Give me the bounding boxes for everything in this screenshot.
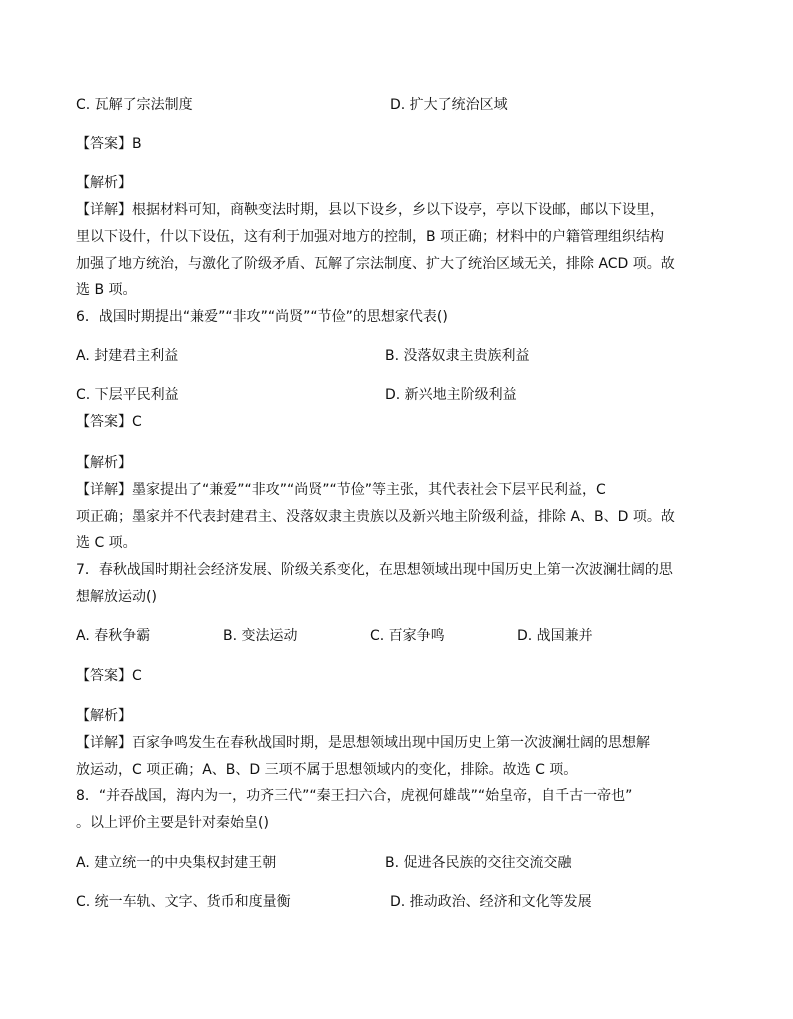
q7-analysis-line-2: 放运动，C 项正确；A、B、D 三项不属于思想领域内的变化，排除。故选 C 项。	[76, 762, 578, 778]
q6-option-c: C. 下层平民利益	[76, 387, 179, 403]
q6-analysis-line-3: 选 C 项。	[76, 535, 137, 551]
q6-analysis-line-2: 项正确；墨家并不代表封建君主、没落奴隶主贵族以及新兴地主阶级利益，排除 A、B、D 项。故	[76, 509, 675, 525]
q7-option-d: D. 战国兼并	[517, 628, 593, 644]
q6-option-d: D. 新兴地主阶级利益	[385, 387, 517, 403]
q8-option-d: D. 推动政治、经济和文化等发展	[390, 894, 592, 910]
q8-stem-line-2: 。以上评价主要是针对秦始皇()	[76, 815, 269, 831]
q5-option-d: D. 扩大了统治区域	[390, 97, 508, 113]
q6-option-a: A. 封建君主利益	[76, 348, 179, 364]
q5-option-c: C. 瓦解了宗法制度	[76, 97, 193, 113]
q7-analysis-line-1: 【详解】百家争鸣发生在春秋战国时期，是思想领域出现中国历史上第一次波澜壮阔的思想解	[76, 735, 650, 751]
q7-answer: 【答案】C	[76, 668, 142, 684]
q5-answer: 【答案】B	[76, 136, 142, 152]
q8-option-b: B. 促进各民族的交往交流交融	[385, 855, 572, 871]
q7-analysis-label: 【解析】	[76, 708, 132, 724]
q6-stem: 6．战国时期提出“兼爱”“非攻”“尚贤”“节俭”的思想家代表()	[76, 309, 448, 325]
q5-analysis-line-3: 加强了地方统治，与激化了阶级矛盾、瓦解了宗法制度、扩大了统治区域无关，排除 ACD 项。故	[76, 256, 675, 272]
q6-analysis-line-1: 【详解】墨家提出了“兼爱”“非攻”“尚贤”“节俭”等主张，其代表社会下层平民利益，C	[76, 482, 606, 498]
q6-answer: 【答案】C	[76, 414, 142, 430]
q7-option-a: A. 春秋争霸	[76, 628, 151, 644]
q8-stem-line-1: 8．“并吞战国，海内为一，功齐三代”“秦王扫六合，虎视何雄哉”“始皇帝，自千古一帝也”	[76, 788, 633, 804]
q5-analysis-line-2: 里以下设什，什以下设伍，这有利于加强对地方的控制，B 项正确；材料中的户籍管理组织结构	[76, 229, 665, 245]
q7-stem-line-1: 7．春秋战国时期社会经济发展、阶级关系变化，在思想领域出现中国历史上第一次波澜壮阔的思	[76, 562, 673, 578]
q8-option-c: C. 统一车轨、文字、货币和度量衡	[76, 894, 291, 910]
q6-analysis-label: 【解析】	[76, 455, 132, 471]
q5-analysis-line-4: 选 B 项。	[76, 282, 137, 298]
q6-option-b: B. 没落奴隶主贵族利益	[385, 348, 530, 364]
q5-analysis-line-1: 【详解】根据材料可知，商鞅变法时期，县以下设乡，乡以下设亭，亭以下设邮，邮以下设里，	[76, 202, 664, 218]
q5-analysis-label: 【解析】	[76, 175, 132, 191]
q7-option-c: C. 百家争鸣	[370, 628, 445, 644]
q8-option-a: A. 建立统一的中央集权封建王朝	[76, 855, 277, 871]
q7-stem-line-2: 想解放运动()	[76, 589, 157, 605]
q7-option-b: B. 变法运动	[223, 628, 298, 644]
